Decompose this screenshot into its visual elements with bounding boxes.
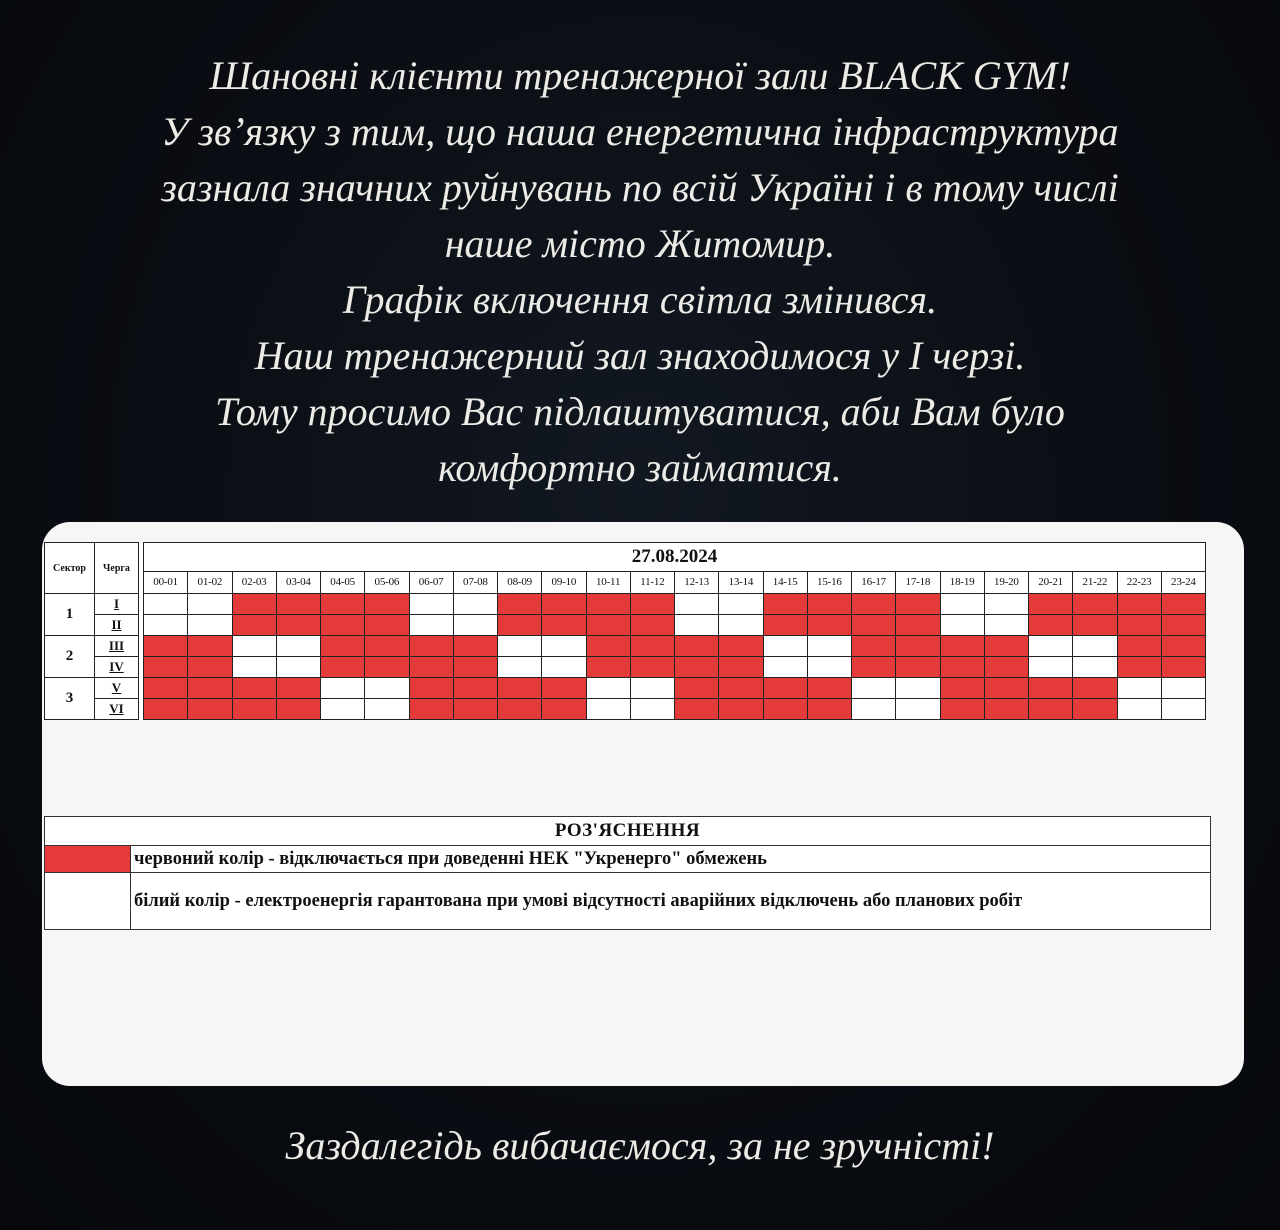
outage-cell [409, 657, 453, 678]
outage-cell [852, 636, 896, 657]
power-cell [1161, 699, 1205, 720]
outage-cell [276, 699, 320, 720]
announcement-line: Тому просимо Вас підлаштуватися, аби Вам було [215, 389, 1065, 434]
outage-cell [1029, 678, 1073, 699]
power-cell [984, 594, 1028, 615]
announcement-line: Графік включення світла змінився. [342, 277, 938, 322]
legend-text: червоний колір - відключається при доведенні НЕК "Укренерго" обмежень [131, 846, 1211, 873]
outage-cell [719, 636, 763, 657]
hour-header: 11-12 [630, 571, 674, 593]
sector-number: 2 [45, 636, 95, 678]
outage-cell [321, 657, 365, 678]
outage-cell [409, 699, 453, 720]
hour-header: 10-11 [586, 571, 630, 593]
outage-cell [144, 678, 188, 699]
announcement-line: зазнала значних руйнувань по всій Україні і в тому числі [161, 165, 1119, 210]
hour-header: 12-13 [675, 571, 719, 593]
outage-cell [188, 636, 232, 657]
outage-cell [232, 699, 276, 720]
outage-cell [630, 657, 674, 678]
outage-cell [276, 678, 320, 699]
outage-cell [1117, 657, 1161, 678]
power-cell [763, 636, 807, 657]
outage-cell [1161, 594, 1205, 615]
outage-cell [896, 657, 940, 678]
queue-row [45, 657, 1206, 678]
queue-row [45, 594, 1206, 615]
power-cell [852, 699, 896, 720]
hour-header: 08-09 [498, 571, 542, 593]
outage-cell [630, 636, 674, 657]
outage-cell [984, 699, 1028, 720]
power-cell [542, 636, 586, 657]
power-cell [630, 678, 674, 699]
power-cell [896, 699, 940, 720]
outage-cell [940, 636, 984, 657]
announcement-line: комфортно займатися. [438, 445, 842, 490]
power-cell [276, 657, 320, 678]
power-cell [1161, 678, 1205, 699]
outage-cell [1161, 615, 1205, 636]
legend-swatch-white [45, 873, 131, 930]
hour-header: 00-01 [144, 571, 188, 593]
outage-cell [984, 636, 1028, 657]
outage-cell [232, 594, 276, 615]
outage-cell [675, 678, 719, 699]
outage-cell [763, 594, 807, 615]
outage-cell [896, 594, 940, 615]
power-cell [188, 594, 232, 615]
outage-cell [763, 699, 807, 720]
power-cell [1029, 657, 1073, 678]
outage-cell [1117, 636, 1161, 657]
power-cell [321, 678, 365, 699]
legend-table [44, 816, 1211, 930]
outage-cell [1117, 615, 1161, 636]
hour-header: 13-14 [719, 571, 763, 593]
outage-schedule-table [44, 542, 1206, 720]
legend-swatch-red [45, 846, 131, 873]
outage-cell [365, 615, 409, 636]
queue-row [45, 699, 1206, 720]
announcement-line: У звʼязку з тим, що наша енергетична інфраструктура [161, 109, 1119, 154]
power-cell [453, 615, 497, 636]
outage-cell [719, 657, 763, 678]
outage-cell [852, 657, 896, 678]
outage-cell [498, 594, 542, 615]
outage-cell [498, 699, 542, 720]
power-cell [276, 636, 320, 657]
power-cell [1073, 657, 1117, 678]
legend-title: РОЗ'ЯСНЕННЯ [45, 817, 1211, 846]
outage-cell [365, 657, 409, 678]
power-cell [940, 615, 984, 636]
power-cell [188, 615, 232, 636]
legend-row [45, 873, 1211, 930]
outage-cell [1161, 636, 1205, 657]
queue-number: IV [95, 657, 139, 678]
outage-cell [852, 594, 896, 615]
outage-cell [232, 615, 276, 636]
outage-cell [276, 615, 320, 636]
announcement-line: наше місто Житомир. [444, 221, 836, 266]
hour-header: 03-04 [276, 571, 320, 593]
outage-cell [276, 594, 320, 615]
outage-cell [984, 678, 1028, 699]
outage-cell [453, 636, 497, 657]
power-cell [1029, 636, 1073, 657]
outage-cell [807, 615, 851, 636]
hour-header: 06-07 [409, 571, 453, 593]
schedule-date: 27.08.2024 [144, 543, 1206, 572]
outage-cell [144, 636, 188, 657]
outage-cell [807, 678, 851, 699]
outage-cell [1029, 699, 1073, 720]
outage-cell [1073, 594, 1117, 615]
outage-cell [807, 594, 851, 615]
outage-cell [498, 678, 542, 699]
announcement-line: Наш тренажерний зал знаходимося у І черзі. [254, 333, 1026, 378]
outage-cell [586, 636, 630, 657]
power-cell [232, 657, 276, 678]
outage-cell [409, 636, 453, 657]
hour-header: 19-20 [984, 571, 1028, 593]
power-cell [1073, 636, 1117, 657]
outage-cell [940, 699, 984, 720]
outage-cell [365, 594, 409, 615]
outage-cell [542, 594, 586, 615]
power-cell [409, 615, 453, 636]
outage-cell [542, 699, 586, 720]
outage-cell [1073, 699, 1117, 720]
outage-cell [453, 678, 497, 699]
hour-header: 22-23 [1117, 571, 1161, 593]
power-cell [453, 594, 497, 615]
power-cell [365, 699, 409, 720]
outage-cell [984, 657, 1028, 678]
power-cell [586, 699, 630, 720]
outage-cell [188, 678, 232, 699]
outage-cell [896, 615, 940, 636]
power-cell [542, 657, 586, 678]
outage-cell [763, 678, 807, 699]
power-cell [675, 594, 719, 615]
outage-cell [321, 594, 365, 615]
outage-cell [144, 699, 188, 720]
power-cell [675, 615, 719, 636]
hour-header: 05-06 [365, 571, 409, 593]
outage-cell [1029, 615, 1073, 636]
outage-cell [675, 636, 719, 657]
power-cell [409, 594, 453, 615]
outage-cell [232, 678, 276, 699]
power-cell [365, 678, 409, 699]
outage-cell [586, 615, 630, 636]
power-cell [719, 615, 763, 636]
sector-number: 3 [45, 678, 95, 720]
hour-header: 09-10 [542, 571, 586, 593]
outage-cell [675, 657, 719, 678]
apology-text: Заздалегідь вибачаємося, за не зручністі! [285, 1123, 995, 1168]
power-cell [498, 636, 542, 657]
legend-row [45, 846, 1211, 873]
outage-cell [1073, 615, 1117, 636]
power-cell [807, 636, 851, 657]
hour-header: 01-02 [188, 571, 232, 593]
outage-cell [542, 678, 586, 699]
power-cell [807, 657, 851, 678]
outage-cell [1029, 594, 1073, 615]
hour-header: 18-19 [940, 571, 984, 593]
power-cell [1117, 699, 1161, 720]
hour-header: 07-08 [453, 571, 497, 593]
queue-number: VI [95, 699, 139, 720]
outage-cell [144, 657, 188, 678]
power-cell [630, 699, 674, 720]
queue-row [45, 636, 1206, 657]
outage-cell [453, 657, 497, 678]
outage-cell [365, 636, 409, 657]
hour-header: 02-03 [232, 571, 276, 593]
outage-cell [321, 636, 365, 657]
queue-row [45, 615, 1206, 636]
hour-header: 20-21 [1029, 571, 1073, 593]
announcement-text [0, 48, 1280, 496]
power-cell [984, 615, 1028, 636]
schedule-card [42, 522, 1244, 1086]
outage-cell [1161, 657, 1205, 678]
outage-cell [940, 678, 984, 699]
power-cell [940, 594, 984, 615]
outage-cell [586, 657, 630, 678]
outage-cell [675, 699, 719, 720]
hour-header: 04-05 [321, 571, 365, 593]
outage-cell [1117, 594, 1161, 615]
queue-number: V [95, 678, 139, 699]
outage-cell [321, 615, 365, 636]
outage-cell [453, 699, 497, 720]
outage-cell [719, 678, 763, 699]
outage-cell [188, 657, 232, 678]
queue-number: III [95, 636, 139, 657]
power-cell [852, 678, 896, 699]
outage-cell [807, 699, 851, 720]
hour-header: 14-15 [763, 571, 807, 593]
announcement-line: Шановні клієнти тренажерної зали BLACK GYM! [209, 53, 1071, 98]
outage-cell [719, 699, 763, 720]
power-cell [896, 678, 940, 699]
outage-cell [542, 615, 586, 636]
power-cell [144, 615, 188, 636]
power-cell [144, 594, 188, 615]
outage-cell [630, 594, 674, 615]
power-cell [498, 657, 542, 678]
outage-cell [630, 615, 674, 636]
hour-header: 15-16 [807, 571, 851, 593]
outage-cell [409, 678, 453, 699]
outage-cell [763, 615, 807, 636]
outage-cell [498, 615, 542, 636]
power-cell [586, 678, 630, 699]
power-cell [232, 636, 276, 657]
column-header-sector: Сектор [45, 543, 95, 594]
queue-row [45, 678, 1206, 699]
column-header-queue: Черга [95, 543, 139, 594]
queue-number: II [95, 615, 139, 636]
outage-cell [586, 594, 630, 615]
outage-cell [896, 636, 940, 657]
outage-cell [940, 657, 984, 678]
power-cell [321, 699, 365, 720]
outage-cell [188, 699, 232, 720]
power-cell [719, 594, 763, 615]
sector-number: 1 [45, 594, 95, 636]
hour-header: 16-17 [852, 571, 896, 593]
queue-number: I [95, 594, 139, 615]
outage-cell [852, 615, 896, 636]
power-cell [1117, 678, 1161, 699]
legend-text: білий колір - електроенергія гарантована при умові відсутності аварійних відключень або планових робіт [131, 873, 1211, 930]
hour-header: 17-18 [896, 571, 940, 593]
hour-header: 23-24 [1161, 571, 1205, 593]
outage-cell [1073, 678, 1117, 699]
power-cell [763, 657, 807, 678]
hour-header: 21-22 [1073, 571, 1117, 593]
